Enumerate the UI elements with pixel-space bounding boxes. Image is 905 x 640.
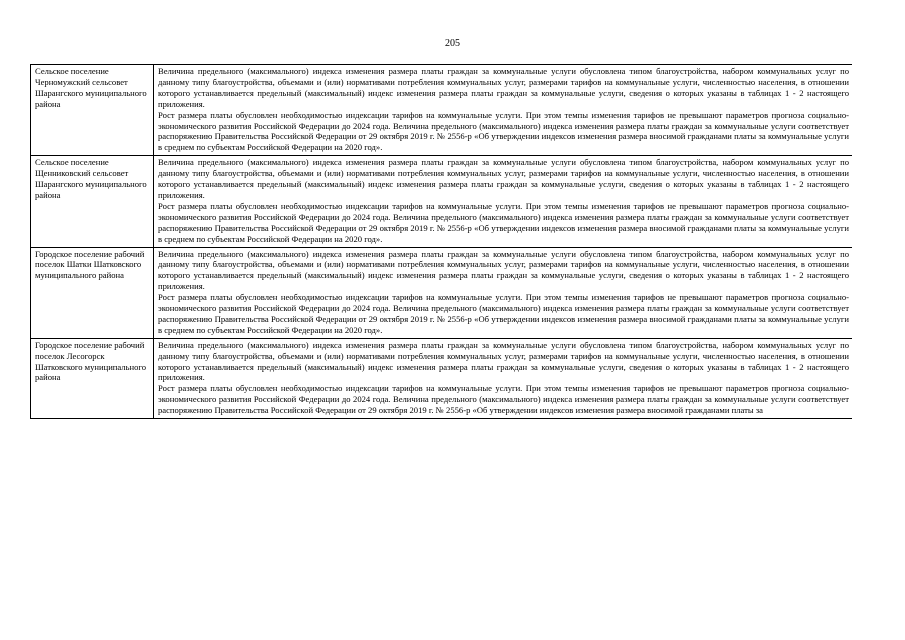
justification-paragraph-1: Величина предельного (максимального) индекса изменения размера платы граждан за коммунальные услуги обусловлена типом благоустройства, набором коммунальных услуг по данному типу благоустройства, объемами и (или) нормативами потребления коммунальных услуг, размерами тарифов на коммунальные услуги, численностью населения, в отношении которого устанавливается предельный (максимальный) индекс изменения размера платы граждан за коммунальные услуги, сведения о которых указаны в таблицах 1 - 2 настоящего приложения. [158,157,849,200]
table-row [31,247,853,338]
table-row [31,156,853,247]
justification-cell [154,156,853,247]
justification-paragraph-2: Рост размера платы обусловлен необходимостью индексации тарифов на коммунальные услуги. При этом темпы изменения тарифов не превышают параметров прогноза социально-экономического развития Российской Федерации до 2024 года. Величина предельного (максимального) индекса изменения размера платы граждан за коммунальные услуги соответствует распоряжению Правительства Российской Федерации от 29 октября 2019 г. № 2556-р «Об утверждении индексов изменения размера вносимой гражданами платы за коммунальные услуги в среднем по субъектам Российской Федерации на 2020 год». [158,292,849,335]
justification-cell [154,65,853,156]
page-number: 205 [445,38,460,49]
justification-cell [154,338,853,418]
table-viewport [30,64,852,640]
municipality-name: Городское поселение рабочий поселок Лесогорск Шатковского муниципального района [31,338,154,418]
justification-paragraph-2: Рост размера платы обусловлен необходимостью индексации тарифов на коммунальные услуги. При этом темпы изменения тарифов не превышают параметров прогноза социально-экономического развития Российской Федерации до 2024 года. Величина предельного (максимального) индекса изменения размера платы граждан за коммунальные услуги соответствует распоряжению Правительства Российской Федерации от 29 октября 2019 г. № 2556-р «Об утверждении индексов изменения размера вносимой гражданами платы за коммунальные услуги в среднем по субъектам Российской Федерации на 2020 год». [158,109,849,153]
justification-paragraph-2: Рост размера платы обусловлен необходимостью индексации тарифов на коммунальные услуги. При этом темпы изменения тарифов не превышают параметров прогноза социально-экономического развития Российской Федерации до 2024 года. Величина предельного (максимального) индекса изменения размера платы граждан за коммунальные услуги соответствует распоряжению Правительства Российской Федерации от 29 октября 2019 г. № 2556-р «Об утверждении индексов изменения размера вносимой гражданами платы за [158,383,849,416]
municipality-name: Сельское поселение Черномужский сельсовет Шарангского муниципального района [31,65,154,156]
table-row [31,65,853,156]
municipality-name: Сельское поселение Щенниковский сельсовет Шарангского муниципального района [31,156,154,247]
justification-paragraph-1: Величина предельного (максимального) индекса изменения размера платы граждан за коммунальные услуги обусловлена типом благоустройства, набором коммунальных услуг по данному типу благоустройства, объемами и (или) нормативами потребления коммунальных услуг, размерами тарифов на коммунальные услуги, численностью населения, в отношении которого устанавливается предельный (максимальный) индекс изменения размера платы граждан за коммунальные услуги, сведения о которых указаны в таблицах 1 - 2 настоящего приложения. [158,248,849,292]
justification-paragraph-1: Величина предельного (максимального) индекса изменения размера платы граждан за коммунальные услуги обусловлена типом благоустройства, набором коммунальных услуг по данному типу благоустройства, объемами и (или) нормативами потребления коммунальных услуг, размерами тарифов на коммунальные услуги, численностью населения, в отношении которого устанавливается предельный (максимальный) индекс изменения размера платы граждан за коммунальные услуги, сведения о которых указаны в таблицах 1 - 2 настоящего приложения. [158,339,849,383]
justification-paragraph-2: Рост размера платы обусловлен необходимостью индексации тарифов на коммунальные услуги. При этом темпы изменения тарифов не превышают параметров прогноза социально-экономического развития Российской Федерации до 2024 года. Величина предельного (максимального) индекса изменения размера платы граждан за коммунальные услуги соответствует распоряжению Правительства Российской Федерации от 29 октября 2019 г. № 2556-р «Об утверждении индексов изменения размера вносимой гражданами платы за коммунальные услуги в среднем по субъектам Российской Федерации на 2020 год». [158,200,849,244]
municipality-name: Городское поселение рабочий поселок Шатки Шатковского муниципального района [31,247,154,338]
index-justification-table [30,64,852,419]
justification-cell [154,247,853,338]
table-row [31,338,853,418]
justification-paragraph-1: Величина предельного (максимального) индекса изменения размера платы граждан за коммунальные услуги обусловлена типом благоустройства, набором коммунальных услуг по данному типу благоустройства, объемами и (или) нормативами потребления коммунальных услуг, размерами тарифов на коммунальные услуги, численностью населения, в отношении которого устанавливается предельный (максимальный) индекс изменения размера платы граждан за коммунальные услуги, сведения о которых указаны в таблицах 1 - 2 настоящего приложения. [158,66,849,109]
